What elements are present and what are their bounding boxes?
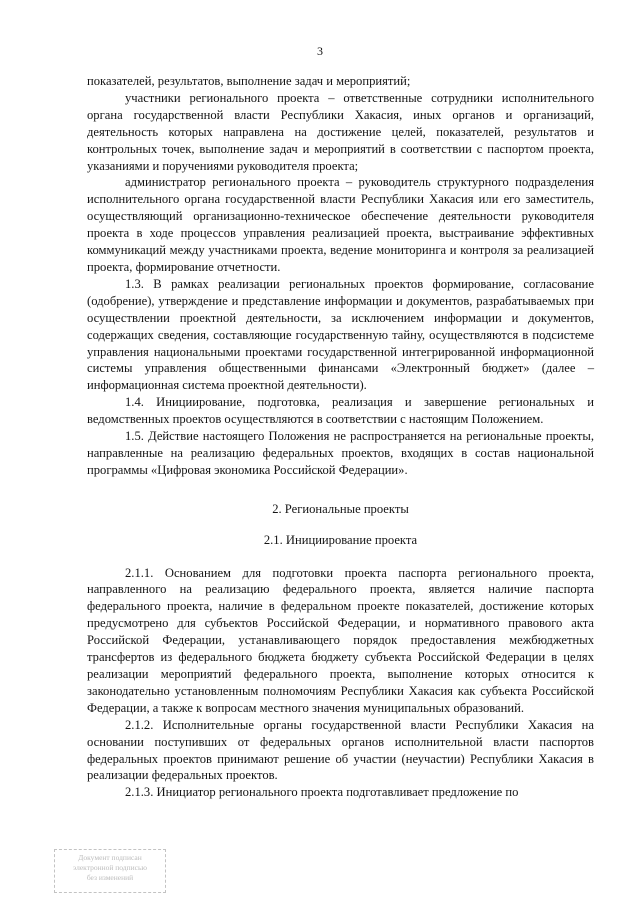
document-body [87, 73, 594, 801]
paragraph: администратор регионального проекта – руководитель структурного подразделения исполнительного органа государственной власти Республики Хакасия или его заместитель, осуществляющий организационно-техническое обеспечение деятельности руководителя проекта в ходе процессов управления реализацией проекта, выстраивание эффективных коммуникаций между участниками проекта, ведение мониторинга и контроля за реализацией проекта, формирование отчетности. [87, 175, 594, 274]
paragraph: 2.1.3. Инициатор регионального проекта подготавливает предложение по [125, 785, 519, 800]
page-number: 3 [317, 44, 323, 58]
paragraph: 1.5. Действие настоящего Положения не распространяется на региональные проекты, направленные на реализацию федеральных проектов, входящих в состав национальной программы «Цифровая экономика Российской Федерации». [87, 429, 594, 477]
paragraph-group-top [87, 73, 594, 479]
paragraph: 1.4. Инициирование, подготовка, реализация и завершение региональных и ведомственных проектов осуществляются в соответствии с настоящим Положением. [87, 395, 594, 427]
section-heading: 2. Региональные проекты [272, 501, 409, 516]
stamp-line: без изменений [86, 873, 134, 882]
stamp-line: Документ подписан [78, 853, 142, 862]
paragraph: участники регионального проекта – ответственные сотрудники исполнительного органа государственной власти Республики Хакасия, иных органов и организаций, деятельность которых направлена на достижение целей, показателей, результатов и контрольных точек, выполнение задач и мероприятий в соответствии с паспортом проекта, указаниями и поручениями руководителя проекта; [87, 90, 594, 173]
paragraph-group-bottom [87, 565, 594, 802]
paragraph: 1.3. В рамках реализации региональных проектов формирование, согласование (одобрение), утверждение и представление информации и документов, разрабатываемых при осуществлении проектной деятельности, за исключением информации и документов, содержащих сведения, составляющие государственную тайну, осуществляются в подсистеме управления национальными проектами государственной интегрированной информационной системы управления общественными финансами «Электронный бюджет» (далее – информационная система проектной деятельности). [87, 276, 594, 393]
paragraph: 2.1.1. Основанием для подготовки проекта паспорта регионального проекта, направленного на реализацию федерального проекта, является наличие паспорта федерального проекта, наличие в федеральном проекте показателей, достижение которых предусмотрено для субъектов Российской Федерации, и нормативного правового акта Российской Федерации, устанавливающего порядок предоставления межбюджетных трансфертов из федерального бюджета бюджету субъекта Российской Федерации в целях реализации мероприятий федерального проекта, выполнение которых относится к законодательно установленным полномочиям Республики Хакасия как субъекта Российской Федерации, а также к вопросам местного значения муниципальных образований. [87, 565, 594, 715]
paragraph: показателей, результатов, выполнение задач и мероприятий; [87, 74, 411, 88]
paragraph: 2.1.2. Исполнительные органы государственной власти Республики Хакасия на основании поступивших от федеральных органов исполнительной власти паспортов федеральных проектов принимают решение об участии (неучастии) Республики Хакасия в реализации федеральных проектов. [87, 717, 594, 783]
subsection-heading: 2.1. Инициирование проекта [263, 532, 418, 547]
signature-stamp [54, 849, 166, 893]
stamp-line: электронной подписью [73, 863, 147, 872]
